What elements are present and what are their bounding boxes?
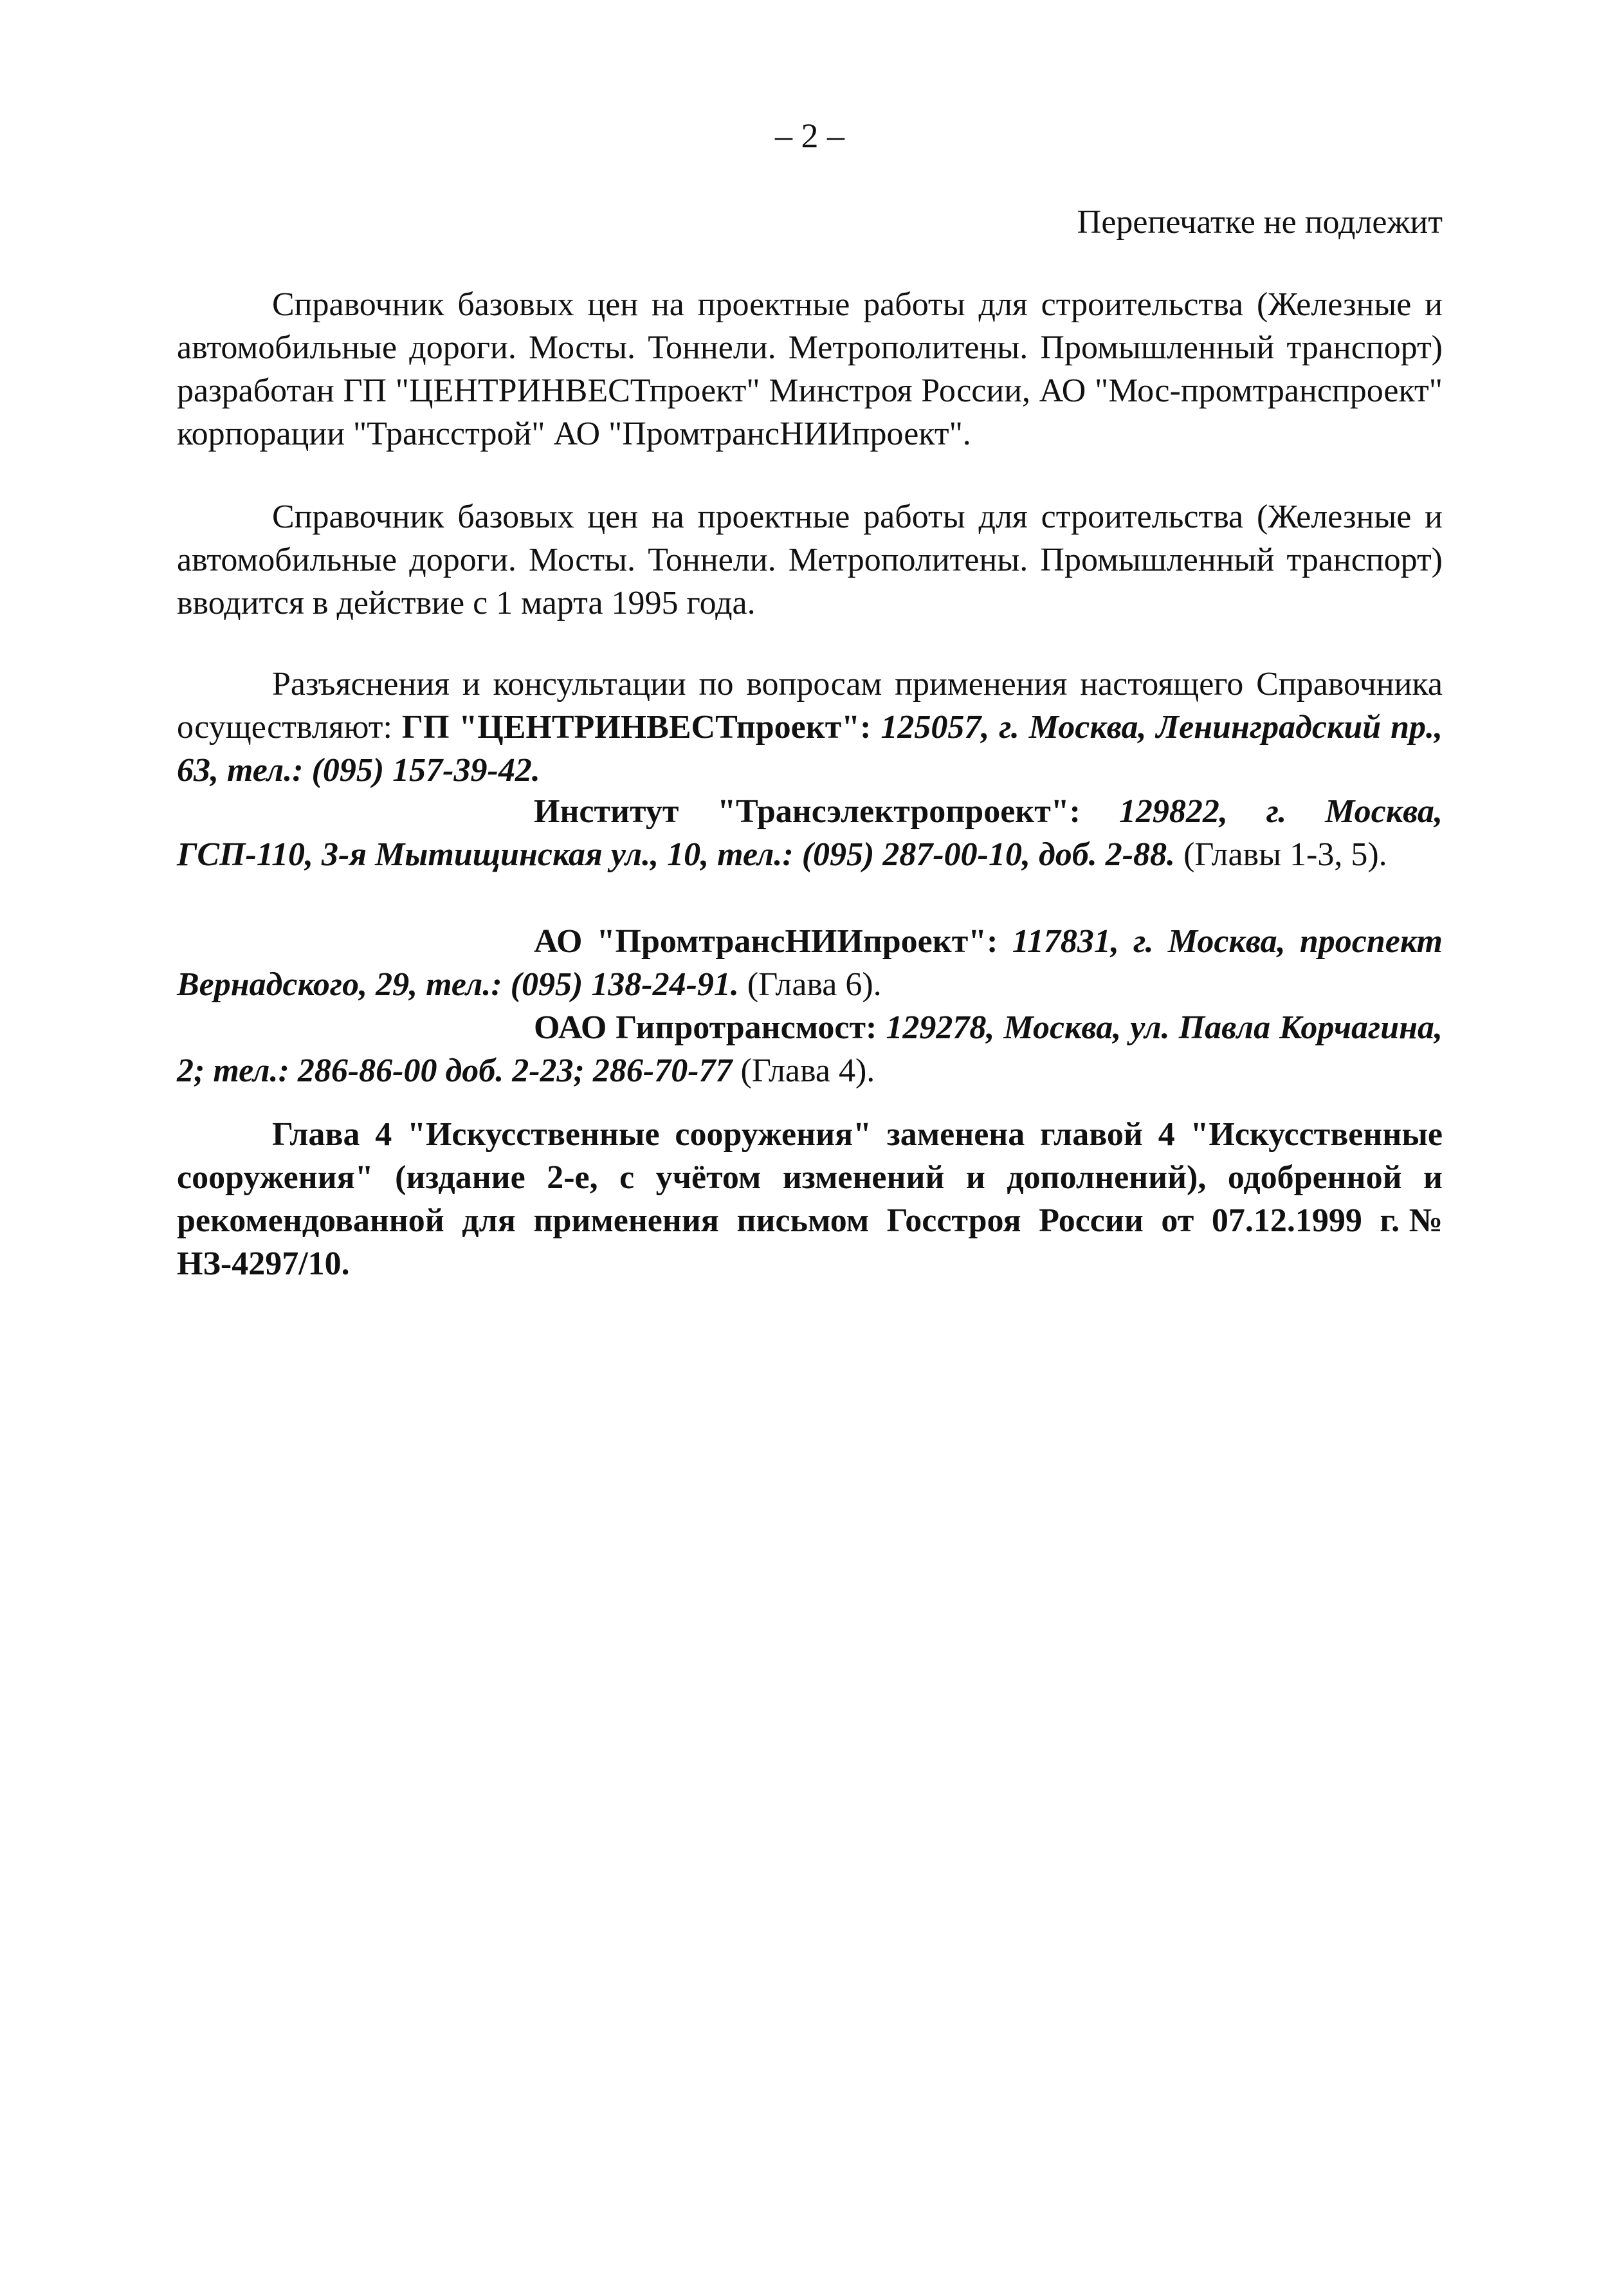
- org1-address: 125057, г. Москва, Ленинградский пр., 63, тел.: (095) 157-39-42.: [177, 709, 1443, 789]
- paragraph-consultations: [177, 663, 1443, 792]
- org2-entry: [177, 790, 1443, 876]
- reprint-notice: Перепечатке не подлежит: [1077, 204, 1443, 241]
- paragraph-developed-by: Справочник базовых цен на проектные работы для строительства (Железные и автомобильные дороги. Мосты. Тоннели. Метрополитены. Промышленный транспорт) разработан ГП "ЦЕНТРИНВЕСТпроект" Минстроя России, АО "Мос-промтранспроект" корпорации "Трансстрой" АО "ПромтрансНИИпроект".: [177, 286, 1443, 452]
- org2-note: (Главы 1-3, 5).: [1183, 836, 1387, 873]
- org3-note: (Глава 6).: [738, 966, 882, 1003]
- org4-address: 129278, Москва, ул. Павла Корчагина, 2; тел.: 286-86-00 доб. 2-23; 286-70-77: [177, 1009, 1443, 1089]
- org2-address: 129822, г. Москва, ГСП-110, 3-я Мытищинская ул., 10, тел.: (095) 287-00-10, доб. 2-88.: [177, 793, 1443, 873]
- paragraph-effective-date: Справочник базовых цен на проектные работы для строительства (Железные и автомобильные дороги. Мосты. Тоннели. Метрополитены. Промышленный транспорт) вводится в действие с 1 марта 1995 года.: [177, 499, 1443, 621]
- org4-name: ОАО Гипротрансмост:: [534, 1009, 886, 1046]
- org4-entry: [177, 1006, 1443, 1092]
- org4-note: (Глава 4).: [732, 1052, 875, 1089]
- org3-name: АО "ПромтрансНИИпроект":: [534, 923, 1012, 960]
- org1-name: ГП "ЦЕНТРИНВЕСТпроект":: [401, 709, 881, 746]
- org3-entry: [177, 920, 1443, 1006]
- consultations-intro: Разъяснения и консультации по вопросам применения настоящего Справочника осуществляют:: [177, 666, 1443, 746]
- org3-address: 117831, г. Москва, проспект Вернадского, 29, тел.: (095) 138-24-91.: [177, 923, 1443, 1003]
- paragraph-amendment: Глава 4 "Искусственные сооружения" заменена главой 4 "Искусственные сооружения" (издание 2-е, с учётом изменений и дополнений), одобренной и рекомендованной для применения письмом Госстроя России от 07.12.1999 г.№ НЗ-4297/10.: [177, 1116, 1443, 1282]
- page-number: – 2 –: [775, 116, 844, 155]
- org2-name: Институт "Трансэлектропроект":: [534, 793, 1119, 830]
